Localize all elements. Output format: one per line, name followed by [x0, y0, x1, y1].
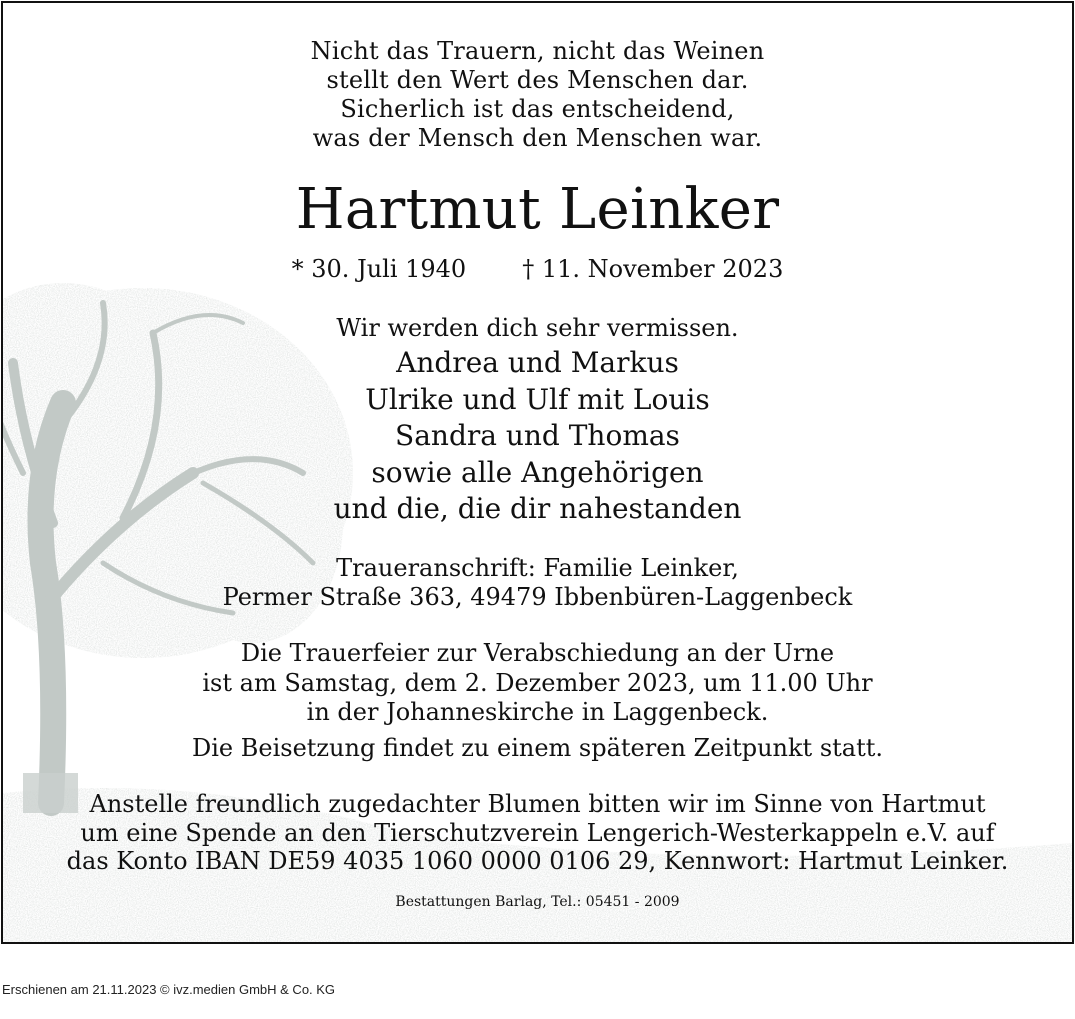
address-line: Traueranschrift: Familie Leinker, — [336, 554, 739, 582]
poem-line: stellt den Wert des Menschen dar. — [326, 66, 749, 94]
mourning-address — [3, 554, 1072, 612]
mourner-line: und die, die dir nahestanden — [333, 492, 742, 525]
mourners-list — [3, 345, 1072, 528]
mourner-line: sowie alle Angehörigen — [371, 455, 704, 489]
poem-line: was der Mensch den Menschen war. — [312, 124, 763, 152]
undertaker-contact: Bestattungen Barlag, Tel.: 05451 - 2009 — [395, 894, 680, 910]
deceased-name: Hartmut Leinker — [295, 177, 780, 242]
donation-request — [3, 790, 1072, 876]
farewell-line: Wir werden dich sehr vermissen. — [336, 314, 739, 342]
ceremony-line: Die Trauerfeier zur Verabschiedung an der Urne — [240, 639, 835, 667]
birth-date: * 30. Juli 1940 — [291, 255, 467, 283]
memorial-poem — [3, 37, 1072, 153]
mourner-line: Andrea und Markus — [396, 346, 679, 379]
life-dates — [3, 254, 1072, 284]
death-date: † 11. November 2023 — [522, 255, 784, 283]
donation-line: das Konto IBAN DE59 4035 1060 0000 0106 29, Kennwort: Hartmut Leinker. — [66, 847, 1009, 875]
mourner-line: Sandra und Thomas — [395, 419, 680, 452]
donation-line: um eine Spende an den Tierschutzverein Lengerich-Westerkappeln e.V. auf — [80, 818, 995, 847]
poem-line: Sicherlich ist das entscheidend, — [340, 95, 735, 123]
ceremony-info — [3, 639, 1072, 728]
obituary-notice — [1, 1, 1074, 944]
ceremony-line: ist am Samstag, dem 2. Dezember 2023, um 11.00 Uhr — [202, 668, 873, 697]
mourner-line: Ulrike und Ulf mit Louis — [365, 382, 710, 416]
poem-line: Nicht das Trauern, nicht das Weinen — [310, 37, 765, 65]
address-line: Permer Straße 363, 49479 Ibbenbüren-Laggenbeck — [222, 583, 853, 611]
burial-info: Die Beisetzung findet zu einem späteren Zeitpunkt statt. — [191, 734, 884, 762]
ceremony-line: in der Johanneskirche in Laggenbeck. — [306, 698, 769, 726]
publication-footer: Erschienen am 21.11.2023 © ivz.medien GmbH & Co. KG — [2, 982, 336, 997]
donation-line: Anstelle freundlich zugedachter Blumen bitten wir im Sinne von Hartmut — [89, 790, 986, 818]
